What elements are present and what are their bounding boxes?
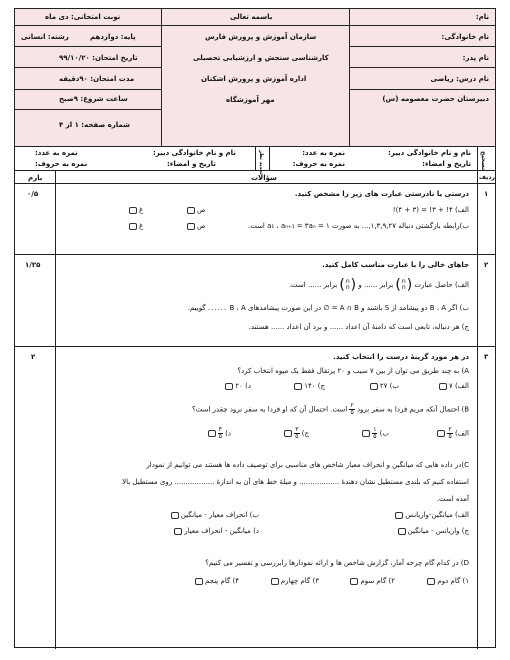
q3-B-option-3[interactable] [282, 427, 309, 440]
q3-A-question: A) به چند طریق می توان از بین ۷ سیب و ۲۰ پرتقال فقط یک میوه انتخاب کرد؟ [237, 367, 469, 375]
option-label: ۲) گام سوم [360, 577, 395, 585]
blank: ...... [270, 323, 285, 331]
q2-b [188, 304, 469, 312]
denominator: ۵ [373, 433, 377, 440]
numerator: ۴ [218, 426, 222, 433]
q1-b-false-label: غ [139, 222, 144, 230]
q3-B-option-4[interactable] [206, 427, 231, 440]
numerator: ۲ [350, 402, 354, 409]
q1-a-true-label: ص [197, 206, 206, 214]
q1-b: ب)رابطه بازگشتی دنباله ۱,۳,۹,۲۷,... به صورت ۱ = a₁ ، aₙ₊₁ = ۳aₙ است. [247, 222, 469, 230]
denominator: ۵ [350, 409, 354, 416]
denominator: ۵ [448, 433, 452, 440]
review-label: تجدید نظر [258, 150, 264, 175]
checkbox[interactable] [427, 578, 435, 585]
q2-a-text3: و [358, 281, 362, 289]
q2-b-text: ب) اگر B ، A دو پیشامد از S باشند و A ∩ B = ∅ در این صورت پیشامدهای B ، A [229, 304, 469, 312]
checkbox[interactable] [395, 512, 403, 519]
q1-score: ۰/۵ [27, 190, 39, 198]
q2-a-text1: الف) حاصل عبارت [414, 281, 469, 289]
q3-C-option-2[interactable] [169, 511, 259, 519]
q2-c [249, 323, 469, 331]
checkbox[interactable] [439, 383, 447, 390]
q3-C-line-3: آمده است. [436, 495, 469, 503]
checkbox[interactable] [174, 528, 182, 535]
exam-turn: نوبت امتحانی: دی ماه [45, 13, 121, 21]
checkbox[interactable] [362, 430, 370, 437]
exam-duration: مدت امتحان: ۹۰دقیقه [59, 75, 135, 83]
col-score-header: بارم [28, 174, 43, 182]
option-label: ب) ۲۷ [379, 382, 399, 390]
col-row-header: ردیف [479, 174, 495, 181]
binomial: ( n n ) [395, 277, 413, 293]
blank: ...... [364, 281, 378, 289]
q1-a-false[interactable] [127, 206, 143, 214]
binomial-top: n [345, 278, 350, 285]
q3-C-line-2: استفاده کنیم که بلندی مستطیل نشان دهندهٔ .................. و میلهٔ خط های آن به اندازهٔ .................. روی مستطیل بالا [122, 478, 469, 486]
checkbox[interactable] [437, 430, 445, 437]
q3-title: در هر مورد گزینهٔ درست را انتخاب کنید. [333, 353, 469, 361]
fraction [447, 427, 452, 440]
option-prefix: د) [225, 429, 231, 438]
q2-b-end: گوییم. [187, 304, 206, 312]
checkbox[interactable] [187, 207, 195, 214]
q3-A-option-2[interactable] [368, 382, 399, 390]
checkbox[interactable] [271, 578, 279, 585]
fraction [349, 403, 354, 416]
option-label: د) میانگین - انحراف معیار [184, 527, 259, 535]
q3-B-option-1[interactable] [435, 427, 469, 440]
q3-number: ۳ [484, 353, 489, 361]
sign-left: تاریخ و امضاء: [167, 160, 216, 168]
q3-D-option-4[interactable] [193, 577, 239, 585]
q1-a-true[interactable] [185, 206, 205, 214]
blank: ...... [207, 304, 228, 312]
org-line-2: کارشناسی سنجش و ارزشیابی تحصیلی [193, 54, 329, 62]
numerator: ۳ [295, 426, 299, 433]
q2-c-mid: و برد آن اعداد [286, 323, 328, 331]
exam-date: تاریخ امتحان: ۹۹/۱۰/۲۰ [59, 54, 138, 62]
correction-label: تصحیح [480, 151, 487, 171]
option-label: الف) ۷ [448, 382, 469, 390]
q3-C-option-4[interactable] [172, 527, 259, 535]
numerator: ۱ [373, 426, 377, 433]
school-seal-label: مهر آموزشگاه [226, 96, 275, 104]
checkbox[interactable] [350, 578, 358, 585]
q3-A-option-4[interactable] [223, 382, 251, 390]
exam-sheet [14, 8, 496, 648]
q3-B-option-2[interactable] [360, 427, 389, 440]
option-label: ۴) گام پنجم [205, 577, 239, 585]
blank: ...... [329, 323, 344, 331]
q1-title: درستی یا نادرستی عبارت های زیر را مشخص کنید. [294, 190, 469, 198]
denominator: ۵ [218, 433, 222, 440]
option-label: ج) واریانس - میانگین [407, 527, 469, 535]
family-label: نام خانوادگی: [441, 33, 489, 41]
option-prefix: ج) [301, 429, 309, 438]
binomial-bottom: n [345, 284, 350, 291]
checkbox[interactable] [208, 430, 216, 437]
q1-a-false-label: غ [139, 206, 144, 214]
teacher-left: نام و نام خانوادگی دبیر: [153, 149, 236, 157]
page-number: شماره صفحه: ۱ از ۴ [59, 121, 131, 129]
school-label: دبیرستان حضرت معصومه (س) [382, 95, 489, 103]
option-prefix: ب) [379, 429, 389, 438]
option-label: ج) ۱۴۰ [304, 382, 325, 390]
checkbox[interactable] [129, 223, 137, 230]
q2-a-text4: برابر [323, 281, 338, 289]
q1-b-true-label: ص [197, 222, 206, 230]
denominator: ۵ [295, 433, 299, 440]
teacher-right: نام و نام خانوادگی دبیر: [388, 149, 471, 157]
binomial-top: n [401, 278, 406, 285]
name-label: نام: [475, 13, 489, 21]
q3-A-option-1[interactable] [437, 382, 469, 390]
binomial: ( n n ) [339, 277, 357, 293]
blank: ...... [307, 281, 322, 289]
q1-a: الف) ۴! + ۳! = (۳ + ۴)! [392, 206, 469, 214]
option-label: الف) میانگین-واریانس [405, 511, 469, 519]
sign-right: تاریخ و امضاء: [422, 160, 471, 168]
field: رشته: انسانی [21, 33, 69, 41]
checkbox[interactable] [195, 578, 203, 585]
q2-title: جاهای خالی را با عبارت مناسب کامل کنید. [322, 261, 469, 269]
q2-c-text: ج) هر دنباله، تابعی است که دامنهٔ آن اعداد [345, 323, 469, 331]
fraction [218, 427, 223, 440]
option-prefix: الف) [454, 429, 469, 438]
checkbox[interactable] [370, 383, 378, 390]
q3-B-question [192, 403, 469, 416]
col-questions-header: سؤالات [251, 174, 277, 182]
q3-score: ۲ [31, 353, 36, 361]
father-label: نام پدر: [462, 54, 489, 62]
q3-D-question: D) در کدام گام چرخه آمار، گزارش شاخص ها و ارائه نمودارها رابررسی و تفسیر می کنیم؟ [205, 559, 469, 567]
q2-a-text2: برابر [379, 281, 394, 289]
q3-D-option-1[interactable] [425, 577, 469, 585]
score-words-left: نمره به حروف: [35, 160, 88, 168]
q2-c-end: هستند. [248, 323, 269, 331]
q3-C-option-1[interactable] [393, 511, 469, 519]
q2-number: ۲ [484, 261, 489, 269]
org-line-3: اداره آموزش و پرورش اشکنان [201, 75, 307, 83]
q1-b-false[interactable] [127, 222, 143, 230]
score-number-right: نمره به عدد: [302, 149, 345, 157]
checkbox[interactable] [187, 223, 195, 230]
q1-b-true[interactable] [185, 222, 205, 230]
option-label: ۳) گام چهارم [280, 577, 319, 585]
score-number-left: نمره به عدد: [35, 149, 78, 157]
numerator: ۲ [448, 426, 452, 433]
checkbox[interactable] [294, 383, 302, 390]
start-time: ساعت شروع: ۹صبح [59, 95, 128, 103]
option-label: ۱) گام دوم [437, 577, 469, 585]
binomial-bottom: n [401, 284, 406, 291]
q3-D-option-3[interactable] [269, 577, 319, 585]
q3-C-option-3[interactable] [396, 527, 469, 535]
q2-a-text5: است. [288, 281, 306, 289]
q3-B-end: است. احتمال آن که او فردا به سفر نرود چقدر است؟ [192, 405, 348, 414]
course-label: نام درس: ریاضی [430, 75, 489, 83]
org-line-1: سازمان آموزش و پرورش فارس [205, 33, 317, 41]
fraction [372, 427, 377, 440]
fraction [294, 427, 299, 440]
bismillah: باسمه تعالی [230, 13, 273, 21]
q3-B-text: B) احتمال آنکه مریم فردا به سفر برود [356, 405, 469, 414]
q2-a [289, 277, 469, 293]
checkbox[interactable] [171, 512, 179, 519]
q1-number: ۱ [484, 190, 489, 198]
q3-C-line-1: C)در داده هایی که میانگین و انحراف معیار شاخص های مناسبی برای توصیف داده ها هستند می توانیم از نمودار [146, 461, 469, 469]
checkbox[interactable] [129, 207, 137, 214]
q3-A-option-3[interactable] [292, 382, 325, 390]
checkbox[interactable] [284, 430, 292, 437]
q2-score: ۱/۲۵ [25, 261, 41, 269]
checkbox[interactable] [398, 528, 406, 535]
option-label: د) ۲۰ [235, 382, 251, 390]
checkbox[interactable] [225, 383, 233, 390]
grade: پایه: دوازدهم [90, 33, 136, 41]
q3-D-option-2[interactable] [348, 577, 395, 585]
option-label: ب) انحراف معیار - میانگین [180, 511, 259, 519]
score-words-right: نمره به حروف: [292, 160, 345, 168]
